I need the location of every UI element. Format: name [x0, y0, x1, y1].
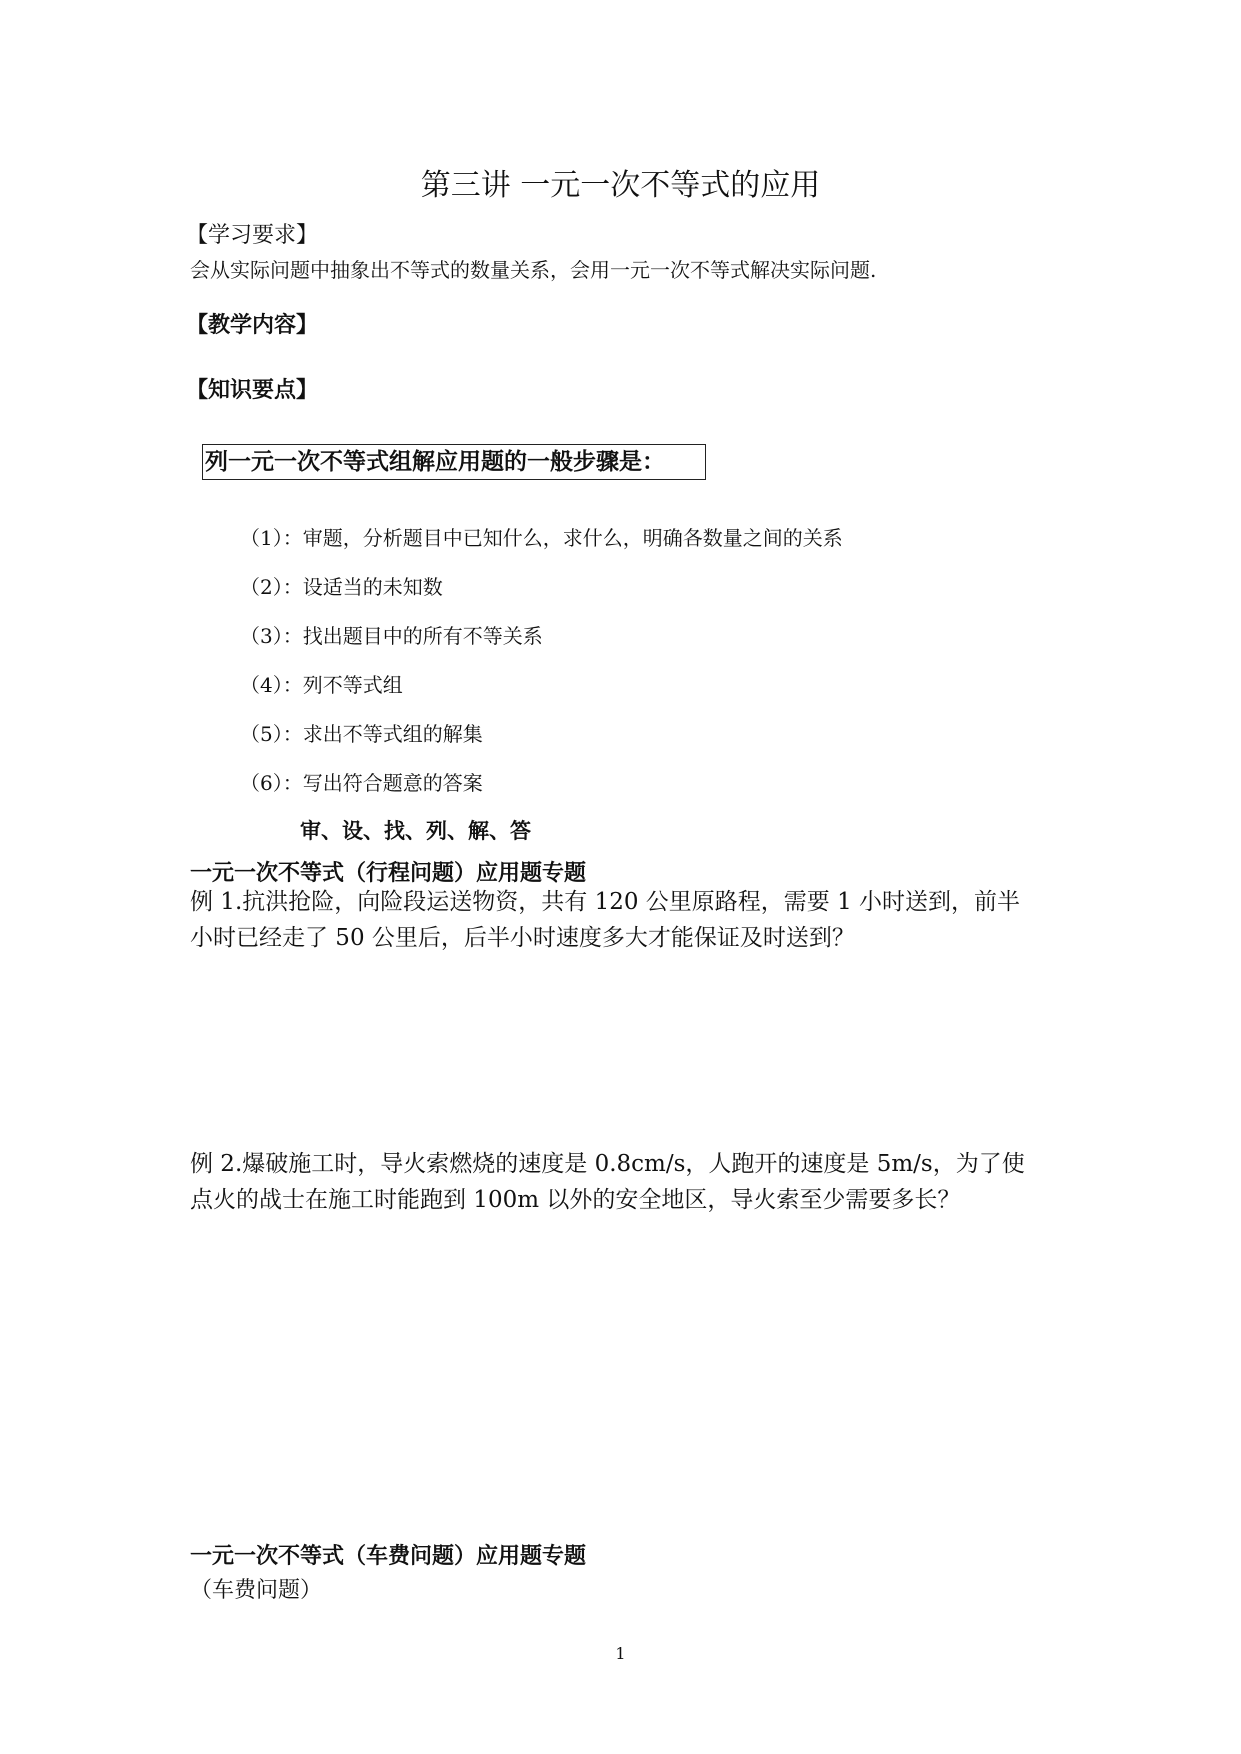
section-fare-subheading: （车费问题） [190, 1578, 323, 1603]
page-title: 第三讲 一元一次不等式的应用 [420, 168, 821, 203]
step-item: （2）：设适当的未知数 [240, 575, 443, 599]
example-1-line-1: 例 1.抗洪抢险，向险段运送物资，共有 120 公里原路程，需要 1 小时送到，前半 [190, 889, 1021, 915]
steps-mnemonic: 审、设、找、列、解、答 [300, 819, 531, 843]
section-fare-heading: 一元一次不等式（车费问题）应用题专题 [190, 1544, 587, 1569]
step-item: （4）：列不等式组 [240, 673, 403, 697]
study-requirements-heading: 【学习要求】 [186, 223, 319, 248]
teaching-content-heading: 【教学内容】 [186, 313, 319, 338]
step-item: （1）：审题，分析题目中已知什么，求什么，明确各数量之间的关系 [240, 526, 843, 550]
study-requirements-text: 会从实际问题中抽象出不等式的数量关系，会用一元一次不等式解决实际问题. [190, 258, 877, 282]
step-item: （5）：求出不等式组的解集 [240, 722, 483, 746]
example-2-line-2: 点火的战士在施工时能跑到 100m 以外的安全地区，导火索至少需要多长？ [190, 1187, 961, 1213]
steps-box-title: 列一元一次不等式组解应用题的一般步骤是： [202, 444, 706, 480]
example-2-line-1: 例 2.爆破施工时，导火索燃烧的速度是 0.8cm/s，人跑开的速度是 5m/s，为了使 [190, 1151, 1025, 1177]
knowledge-points-heading: 【知识要点】 [186, 378, 319, 403]
page-number: 1 [615, 1644, 626, 1663]
step-item: （3）：找出题目中的所有不等关系 [240, 624, 543, 648]
section-travel-heading: 一元一次不等式（行程问题）应用题专题 [190, 861, 587, 886]
example-1-line-2: 小时已经走了 50 公里后，后半小时速度多大才能保证及时送到？ [190, 925, 855, 951]
step-item: （6）：写出符合题意的答案 [240, 771, 483, 795]
